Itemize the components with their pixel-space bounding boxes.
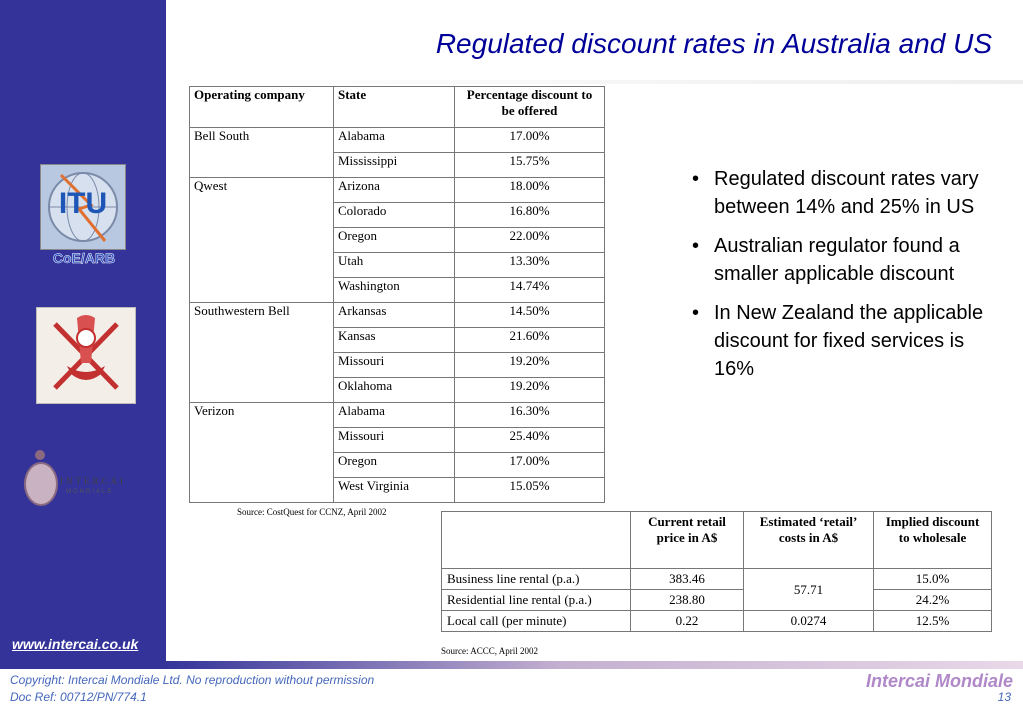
state-cell: Alabama bbox=[334, 128, 455, 153]
cost-cell: 57.71 bbox=[744, 569, 874, 611]
itu-logo bbox=[40, 164, 126, 250]
state-cell: Arizona bbox=[334, 178, 455, 203]
title-divider bbox=[166, 80, 1023, 84]
slide-title: Regulated discount rates in Australia and US bbox=[435, 28, 992, 59]
discount-cell: 25.40% bbox=[455, 428, 605, 453]
intercai-logo-name: INTERCAI bbox=[60, 476, 126, 486]
footer-band bbox=[0, 661, 1023, 669]
au-discount-table bbox=[441, 511, 992, 632]
logo-figure-icon bbox=[24, 462, 58, 506]
header-estimated-retail-costs: Estimated ‘retail’ costs in A$ bbox=[744, 512, 874, 569]
bullet-item: • Regulated discount rates vary between 14% and 25% in US bbox=[688, 165, 988, 221]
discount-cell: 19.20% bbox=[455, 378, 605, 403]
discount-cell: 17.00% bbox=[455, 453, 605, 478]
bullet-list bbox=[688, 165, 988, 394]
discount-cell: 17.00% bbox=[455, 128, 605, 153]
cost-cell: 0.0274 bbox=[744, 611, 874, 632]
us-table-source: Source: CostQuest for CCNZ, April 2002 bbox=[237, 507, 387, 517]
intercai-logo bbox=[22, 446, 142, 510]
itu-logo-text: ITU bbox=[58, 187, 108, 220]
price-cell: 383.46 bbox=[631, 569, 744, 590]
bullet-item: • Australian regulator found a smaller applicable discount bbox=[688, 232, 988, 288]
table-row bbox=[442, 569, 992, 590]
header-state: State bbox=[334, 87, 455, 128]
state-cell: West Virginia bbox=[334, 478, 455, 503]
table-header-row bbox=[442, 512, 992, 569]
state-cell: Utah bbox=[334, 253, 455, 278]
state-cell: Oregon bbox=[334, 453, 455, 478]
au-table-source: Source: ACCC, April 2002 bbox=[441, 646, 539, 656]
discount-cell: 14.50% bbox=[455, 303, 605, 328]
intercai-logo-sub: MONDIALE bbox=[66, 489, 114, 495]
state-cell: Alabama bbox=[334, 403, 455, 428]
table-row bbox=[190, 178, 605, 203]
discount-cell: 15.0% bbox=[874, 569, 992, 590]
discount-cell: 19.20% bbox=[455, 353, 605, 378]
table-row bbox=[190, 128, 605, 153]
company-cell: Bell South bbox=[190, 128, 334, 178]
discount-cell: 14.74% bbox=[455, 278, 605, 303]
state-cell: Washington bbox=[334, 278, 455, 303]
discount-cell: 16.30% bbox=[455, 403, 605, 428]
header-percentage-discount: Percentage discount to be offered bbox=[455, 87, 605, 128]
price-cell: 0.22 bbox=[631, 611, 744, 632]
header-implied-discount: Implied discount to wholesale bbox=[874, 512, 992, 569]
discount-cell: 15.05% bbox=[455, 478, 605, 503]
us-discount-table bbox=[189, 86, 605, 503]
state-cell: Oregon bbox=[334, 228, 455, 253]
discount-cell: 22.00% bbox=[455, 228, 605, 253]
logo-dot-icon bbox=[35, 450, 45, 460]
discount-cell: 13.30% bbox=[455, 253, 605, 278]
table-row bbox=[442, 611, 992, 632]
table-row bbox=[442, 590, 992, 611]
discount-cell: 21.60% bbox=[455, 328, 605, 353]
discount-cell: 15.75% bbox=[455, 153, 605, 178]
header-empty bbox=[442, 512, 631, 569]
table-row bbox=[190, 403, 605, 428]
website-link[interactable]: www.intercai.co.uk bbox=[12, 636, 139, 652]
company-cell: Qwest bbox=[190, 178, 334, 303]
state-cell: Colorado bbox=[334, 203, 455, 228]
crossed-swords-emblem-icon bbox=[37, 308, 135, 403]
coe-arb-label: CoE/ARB bbox=[52, 250, 116, 266]
page-number: 13 bbox=[997, 690, 1011, 704]
discount-cell: 24.2% bbox=[874, 590, 992, 611]
state-cell: Missouri bbox=[334, 353, 455, 378]
copyright-notice: Copyright: Intercai Mondiale Ltd. No reproduction without permission bbox=[10, 673, 375, 687]
discount-cell: 12.5% bbox=[874, 611, 992, 632]
table-header-row bbox=[190, 87, 605, 128]
company-cell: Southwestern Bell bbox=[190, 303, 334, 403]
brand-name: Intercai Mondiale bbox=[865, 671, 1013, 691]
state-cell: Kansas bbox=[334, 328, 455, 353]
discount-cell: 16.80% bbox=[455, 203, 605, 228]
service-label-cell: Business line rental (p.a.) bbox=[442, 569, 631, 590]
service-label-cell: Local call (per minute) bbox=[442, 611, 631, 632]
state-cell: Missouri bbox=[334, 428, 455, 453]
table-row bbox=[190, 303, 605, 328]
state-cell: Arkansas bbox=[334, 303, 455, 328]
emblem-logo bbox=[36, 307, 136, 404]
header-current-retail-price: Current retail price in A$ bbox=[631, 512, 744, 569]
company-cell: Verizon bbox=[190, 403, 334, 503]
doc-reference: Doc Ref: 00712/PN/774.1 bbox=[10, 690, 147, 704]
price-cell: 238.80 bbox=[631, 590, 744, 611]
bullet-item: • In New Zealand the applicable discount for fixed services is 16% bbox=[688, 299, 988, 383]
state-cell: Oklahoma bbox=[334, 378, 455, 403]
discount-cell: 18.00% bbox=[455, 178, 605, 203]
service-label-cell: Residential line rental (p.a.) bbox=[442, 590, 631, 611]
header-operating-company: Operating company bbox=[190, 87, 334, 128]
state-cell: Mississippi bbox=[334, 153, 455, 178]
